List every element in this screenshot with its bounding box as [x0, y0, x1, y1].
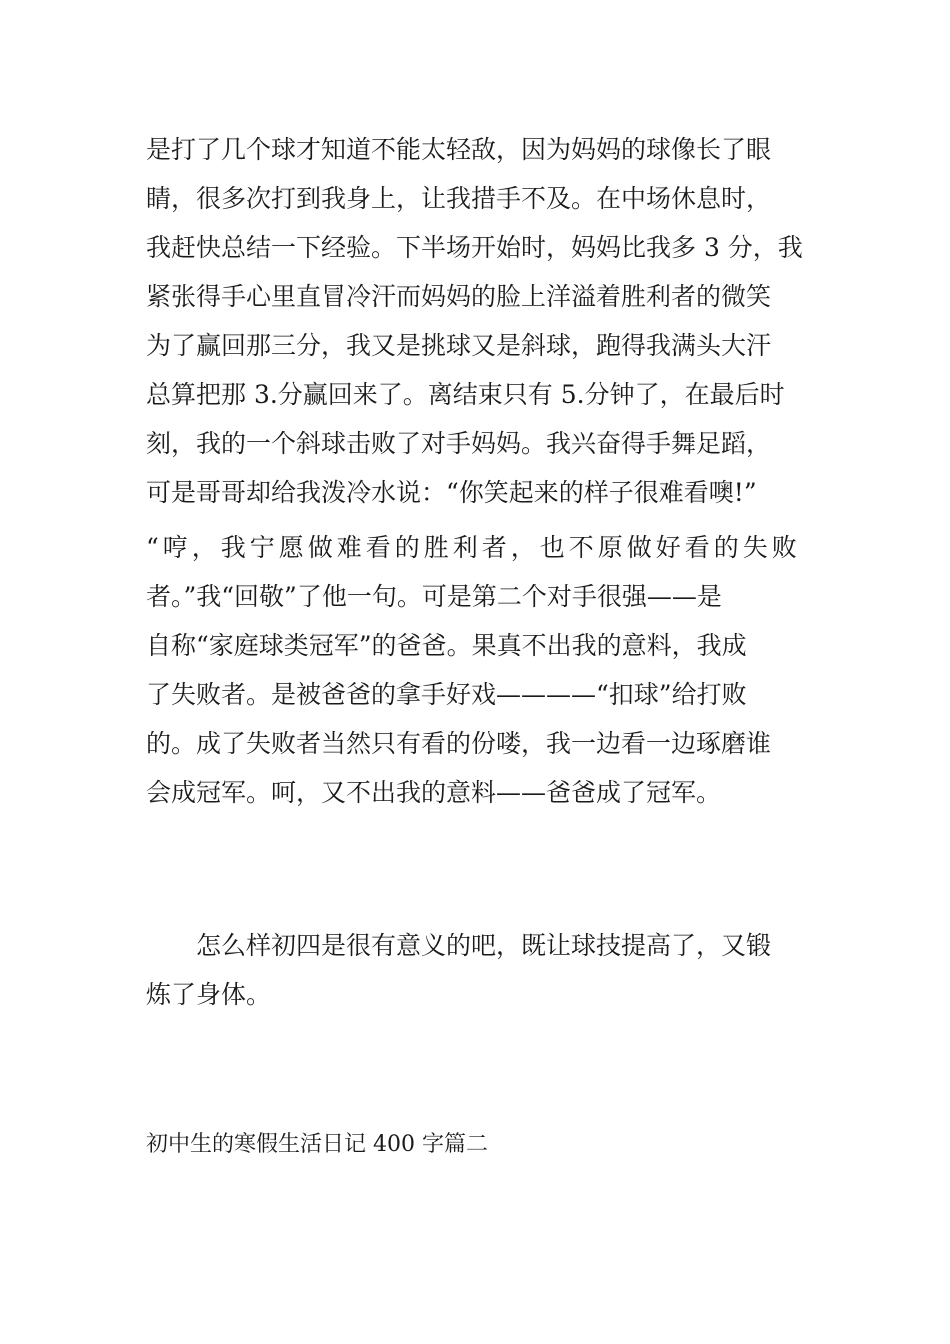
paragraph-1-line-7: 刻，我的一个斜球击败了对手妈妈。我兴奋得手舞足蹈， — [146, 429, 772, 458]
paragraph-1-line-14: 会成冠军。呵，又不出我的意料——爸爸成了冠军。 — [146, 778, 722, 807]
paragraph-1-line-1: 是打了几个球才知道不能太轻敌，因为妈妈的球像长了眼 — [146, 135, 772, 164]
paragraph-1-line-2: 睛，很多次打到我身上，让我措手不及。在中场休息时， — [146, 184, 772, 213]
paragraph-1-line-6: 总算把那 3.分赢回来了。离结束只有 5.分钟了，在最后时 — [146, 380, 785, 409]
paragraph-2-line-2: 炼了身体。 — [146, 980, 272, 1009]
paragraph-1-line-13: 的。成了失败者当然只有看的份喽，我一边看一边琢磨谁 — [146, 729, 772, 758]
paragraph-1-line-10: 者。”我“回敬”了他一句。可是第二个对手很强——是 — [146, 582, 722, 611]
paragraph-1-line-3: 我赶快总结一下经验。下半场开始时，妈妈比我多 3 分，我 — [146, 233, 803, 262]
paragraph-1-line-12: 了失败者。是被爸爸的拿手好戏————“扣球”给打败 — [146, 680, 747, 709]
paragraph-1-line-9: “哼，我宁愿做难看的胜利者，也不原做好看的失败 — [146, 533, 801, 562]
paragraph-1-line-5: 为了赢回那三分，我又是挑球又是斜球，跑得我满头大汗 — [146, 331, 772, 360]
section-heading: 初中生的寒假生活日记 400 字篇二 — [146, 1132, 488, 1157]
paragraph-2-line-1: 怎么样初四是很有意义的吧，既让球技提高了，又锻 — [146, 931, 772, 960]
paragraph-1-line-11: 自称“家庭球类冠军”的爸爸。果真不出我的意料，我成 — [146, 631, 747, 660]
paragraph-1-line-8: 可是哥哥却给我泼冷水说：“你笑起来的样子很难看噢!” — [146, 478, 757, 507]
paragraph-1-line-4: 紧张得手心里直冒冷汗而妈妈的脸上洋溢着胜利者的微笑 — [146, 282, 772, 311]
